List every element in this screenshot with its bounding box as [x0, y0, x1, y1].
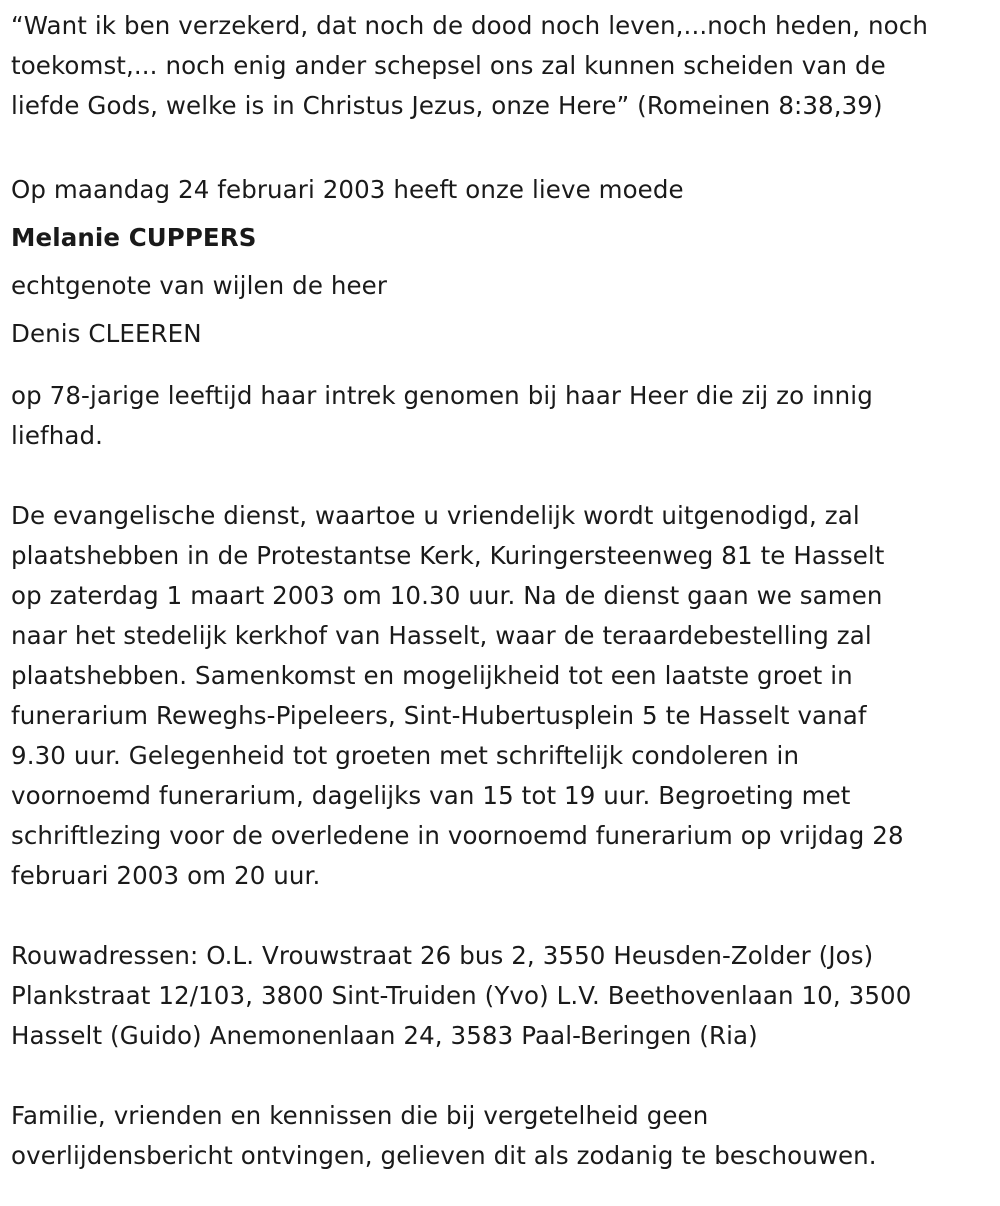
announcement-intro: Op maandag 24 februari 2003 heeft onze lieve moede — [11, 175, 684, 204]
quote-line: “Want ik ben verzekerd, dat noch de dood noch leven,...noch heden, noch — [11, 11, 928, 40]
bible-quote — [11, 6, 996, 126]
service-line: De evangelische dienst, waartoe u vriendelijk wordt uitgenodigd, zal — [11, 501, 860, 530]
deceased-name: Melanie CUPPERS — [11, 223, 257, 252]
service-line: op zaterdag 1 maart 2003 om 10.30 uur. Na de dienst gaan we samen — [11, 581, 883, 610]
service-line: schriftlezing voor de overledene in voornoemd funerarium op vrijdag 28 — [11, 821, 904, 850]
age-line: op 78-jarige leeftijd haar intrek genomen bij haar Heer die zij zo innig — [11, 381, 873, 410]
family-note — [11, 1096, 996, 1176]
obituary-notice — [11, 6, 996, 1176]
family-note-line: overlijdensbericht ontvingen, gelieven dit als zodanig te beschouwen. — [11, 1141, 877, 1170]
death-announcement — [11, 166, 996, 358]
service-line: februari 2003 om 20 uur. — [11, 861, 321, 890]
mourning-addresses — [11, 936, 996, 1056]
quote-line: toekomst,... noch enig ander schepsel ons zal kunnen scheiden van de — [11, 51, 886, 80]
service-line: voornoemd funerarium, dagelijks van 15 tot 19 uur. Begroeting met — [11, 781, 851, 810]
service-line: funerarium Reweghs-Pipeleers, Sint-Hubertusplein 5 te Hasselt vanaf — [11, 701, 867, 730]
quote-line: liefde Gods, welke is in Christus Jezus, onze Here” (Romeinen 8:38,39) — [11, 91, 883, 120]
address-line: Rouwadressen: O.L. Vrouwstraat 26 bus 2, 3550 Heusden-Zolder (Jos) — [11, 941, 874, 970]
service-line: 9.30 uur. Gelegenheid tot groeten met schriftelijk condoleren in — [11, 741, 800, 770]
address-line: Plankstraat 12/103, 3800 Sint-Truiden (Yvo) L.V. Beethovenlaan 10, 3500 — [11, 981, 912, 1010]
age-line: liefhad. — [11, 421, 103, 450]
service-details — [11, 496, 996, 896]
service-line: plaatshebben. Samenkomst en mogelijkheid tot een laatste groet in — [11, 661, 853, 690]
spouse-name: Denis CLEEREN — [11, 319, 202, 348]
age-paragraph — [11, 376, 996, 456]
relation-text: echtgenote van wijlen de heer — [11, 271, 388, 300]
address-line: Hasselt (Guido) Anemonenlaan 24, 3583 Paal-Beringen (Ria) — [11, 1021, 758, 1050]
family-note-line: Familie, vrienden en kennissen die bij vergetelheid geen — [11, 1101, 709, 1130]
service-line: naar het stedelijk kerkhof van Hasselt, waar de teraardebestelling zal — [11, 621, 872, 650]
service-line: plaatshebben in de Protestantse Kerk, Kuringersteenweg 81 te Hasselt — [11, 541, 885, 570]
